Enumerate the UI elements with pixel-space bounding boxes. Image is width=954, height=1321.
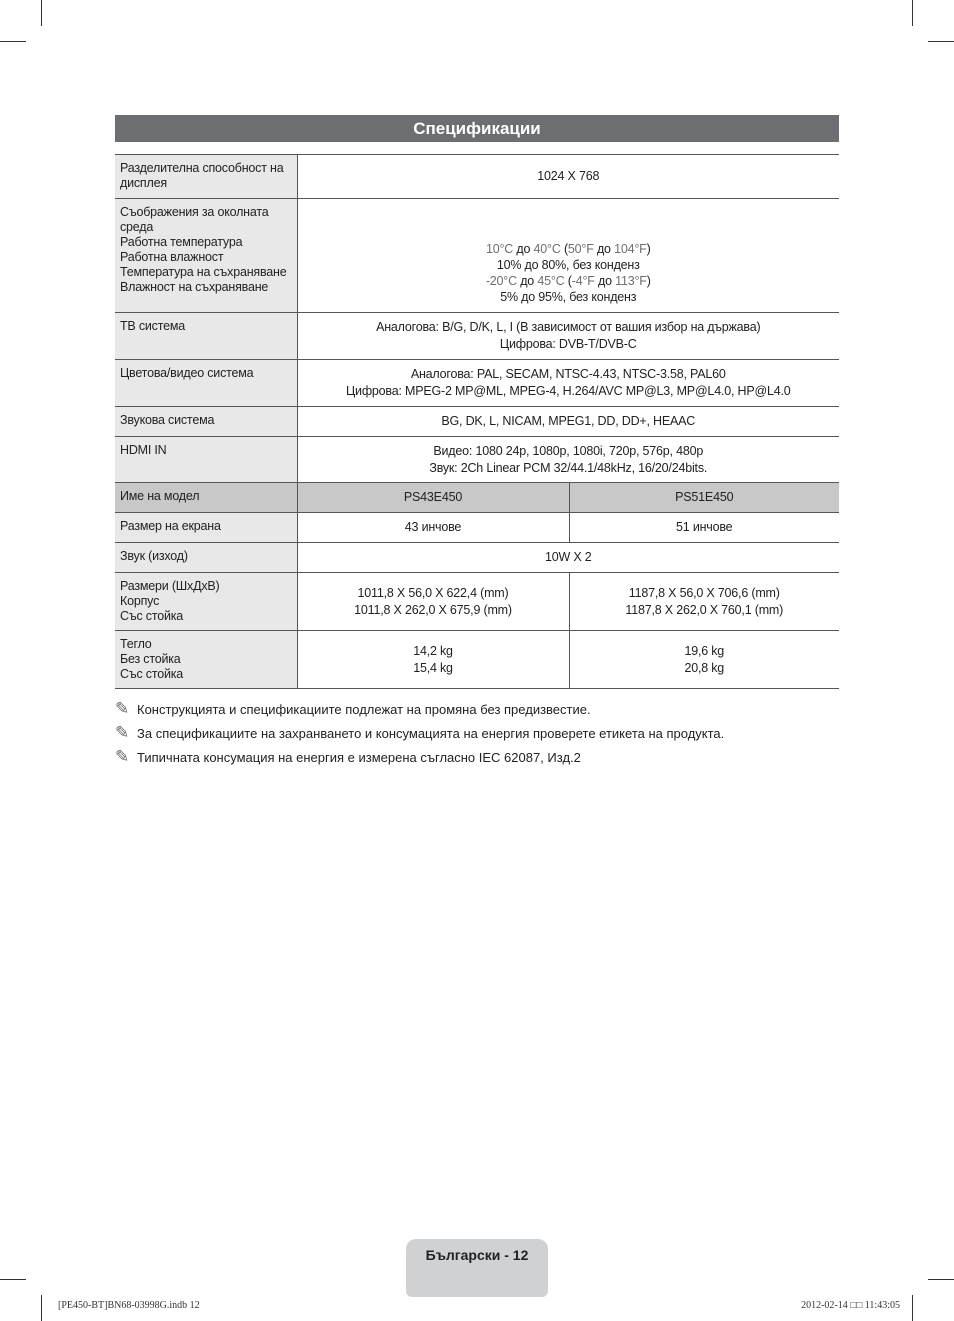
row-label: HDMI IN (115, 437, 297, 483)
value-line: 1011,8 X 56,0 X 622,4 (mm) (357, 585, 509, 600)
label-line: Корпус (120, 594, 160, 608)
crop-mark (41, 1295, 42, 1321)
value-line: Аналогова: PAL, SECAM, NTSC-4.43, NTSC-3.58, PAL60 (410, 367, 726, 381)
row-value (297, 199, 839, 313)
paren: ( (567, 273, 572, 288)
table-row (115, 483, 839, 513)
table-row (115, 360, 839, 407)
paren: ) (646, 273, 651, 288)
temp-to: до (596, 241, 611, 256)
page-number-tab: Български - 12 (406, 1239, 548, 1297)
temp-value: 45°C (537, 273, 565, 288)
table-row (115, 437, 839, 483)
operating-humidity: 10% до 80%, без конденз (496, 257, 640, 272)
label-line: Температура на съхраняване (120, 265, 287, 279)
row-label (115, 199, 297, 313)
table-row (115, 155, 839, 199)
crop-mark (912, 1295, 913, 1321)
value-line: 14,2 kg (413, 643, 453, 658)
row-value (569, 573, 839, 631)
crop-mark (0, 1279, 26, 1280)
table-row (115, 573, 839, 631)
label-line: Влажност на съхраняване (120, 280, 269, 294)
temp-value: 50°F (567, 241, 594, 256)
table-row (115, 543, 839, 573)
row-label: Звук (изход) (115, 543, 297, 573)
row-label: Име на модел (115, 483, 297, 513)
row-value (569, 631, 839, 689)
label-line: Съображения за околната среда (120, 205, 269, 234)
row-label: Разделителна способност на дисплея (115, 155, 297, 199)
row-label (115, 573, 297, 631)
page-title: Спецификации (115, 115, 839, 142)
row-label: ТВ система (115, 313, 297, 360)
table-row (115, 199, 839, 313)
storage-temperature (302, 273, 836, 289)
paren: ( (563, 241, 568, 256)
note-text: За спецификациите на захранването и консумацията на енергия проверете етикета на продукта. (137, 725, 725, 741)
value-line: 20,8 kg (684, 660, 725, 675)
value-line: 1187,8 X 262,0 X 760,1 (mm) (625, 602, 784, 617)
notes-list (115, 697, 855, 769)
value-line: Цифрова: DVB-T/DVB-C (499, 337, 637, 351)
value-line: 15,4 kg (413, 660, 453, 675)
row-value: 1024 X 768 (297, 155, 839, 199)
label-line: Без стойка (120, 652, 181, 666)
row-value: 43 инчове (297, 513, 569, 543)
crop-mark (41, 0, 42, 26)
note-text: Типичната консумация на енергия е измерена съгласно IEC 62087, Изд.2 (137, 749, 581, 765)
print-slug-right: 2012-02-14 □□ 11:43:05 (801, 1300, 900, 1311)
table-row (115, 631, 839, 689)
row-value (297, 573, 569, 631)
paren: ) (646, 241, 651, 256)
value-line: Звук: 2Ch Linear PCM 32/44.1/48kHz, 16/20/24bits. (429, 460, 708, 475)
row-value (297, 437, 839, 483)
temp-to: до (597, 273, 612, 288)
table-row (115, 313, 839, 360)
row-value (297, 360, 839, 407)
label-line: Със стойка (120, 667, 184, 681)
crop-mark (0, 41, 26, 42)
pencil-note-icon: ✎ (115, 723, 130, 743)
temp-to: до (520, 273, 535, 288)
row-label: Звукова система (115, 407, 297, 437)
row-label: Размер на екрана (115, 513, 297, 543)
row-label: Цветова/видео система (115, 360, 297, 407)
pencil-note-icon: ✎ (115, 699, 130, 719)
storage-humidity: 5% до 95%, без конденз (500, 289, 637, 304)
value-line: Аналогова: B/G, D/K, L, I (В зависимост от вашия избор на държава) (376, 320, 761, 334)
temp-value: 40°C (533, 241, 561, 256)
temp-value: -4°F (571, 273, 595, 288)
crop-mark (912, 0, 913, 26)
label-line: Работна влажност (120, 250, 224, 264)
table-row (115, 407, 839, 437)
label-line: Тегло (120, 637, 152, 651)
note-item (115, 745, 855, 769)
model-name: PS51E450 (569, 483, 839, 513)
spec-table (115, 154, 839, 689)
label-line: Работна температура (120, 235, 243, 249)
pencil-note-icon: ✎ (115, 747, 130, 767)
note-item (115, 721, 855, 745)
value-line: 19,6 kg (684, 643, 725, 658)
model-name: PS43E450 (297, 483, 569, 513)
row-value (297, 631, 569, 689)
note-item (115, 697, 855, 721)
row-value: 51 инчове (569, 513, 839, 543)
table-row (115, 513, 839, 543)
temp-value: -20°C (485, 273, 517, 288)
label-line: Със стойка (120, 609, 184, 623)
temp-to: до (516, 241, 531, 256)
temp-value: 104°F (614, 241, 647, 256)
crop-mark (928, 41, 954, 42)
temp-value: 113°F (615, 273, 647, 288)
row-label (115, 631, 297, 689)
value-line: Цифрова: MPEG-2 MP@ML, MPEG-4, H.264/AVC MP@L3, MP@L4.0, HP@L4.0 (346, 384, 791, 398)
value-line: 1011,8 X 262,0 X 675,9 (mm) (354, 602, 512, 617)
operating-temperature (302, 241, 836, 257)
note-text: Конструкцията и спецификациите подлежат на промяна без предизвестие. (137, 701, 591, 717)
print-slug-left: [PE450-BT]BN68-03998G.indb 12 (58, 1300, 200, 1311)
value-line: Видео: 1080 24p, 1080p, 1080i, 720p, 576p, 480p (433, 443, 704, 458)
label-line: Размери (ШхДхВ) (120, 579, 220, 593)
row-value (297, 313, 839, 360)
row-value: BG, DK, L, NICAM, MPEG1, DD, DD+, HEAAC (297, 407, 839, 437)
crop-mark (928, 1279, 954, 1280)
temp-value: 10°C (485, 241, 514, 256)
row-value: 10W X 2 (297, 543, 839, 573)
value-line: 1187,8 X 56,0 X 706,6 (mm) (628, 585, 780, 600)
